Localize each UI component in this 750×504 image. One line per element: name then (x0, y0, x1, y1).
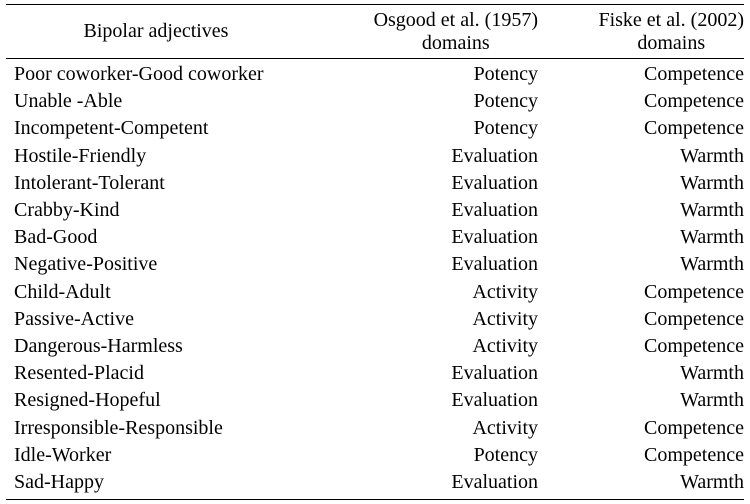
header-col3-line1: Fiske et al. (2002) (598, 8, 744, 31)
table-row (6, 469, 744, 496)
table-row (6, 387, 744, 414)
table-body (6, 59, 744, 496)
table-row (6, 88, 744, 115)
cell-fiske-domain: Competence (644, 90, 744, 113)
header-col3-line2: domains (637, 31, 706, 54)
header-osgood (336, 5, 538, 58)
cell-osgood-domain: Evaluation (451, 171, 538, 194)
cell-osgood-domain: Activity (472, 307, 538, 330)
cell-osgood-domain: Potency (473, 117, 538, 140)
header-fiske (538, 5, 744, 58)
cell-osgood-domain: Evaluation (451, 226, 538, 249)
cell-fiske-domain: Warmth (680, 144, 744, 167)
cell-fiske-domain: Competence (644, 416, 744, 439)
cell-fiske-domain: Warmth (680, 470, 744, 493)
cell-fiske-domain: Competence (644, 280, 744, 303)
header-col1-label: Bipolar adjectives (83, 20, 229, 42)
cell-fiske-domain: Warmth (680, 199, 744, 222)
cell-osgood-domain: Potency (473, 63, 538, 86)
cell-adjective: Intolerant-Tolerant (14, 171, 165, 194)
table-row (6, 115, 744, 142)
cell-adjective: Crabby-Kind (14, 199, 120, 222)
cell-fiske-domain: Warmth (680, 171, 744, 194)
cell-adjective: Idle-Worker (14, 443, 112, 466)
cell-adjective: Child-Adult (14, 280, 111, 303)
cell-adjective: Unable -Able (14, 90, 123, 113)
cell-osgood-domain: Evaluation (451, 144, 538, 167)
cell-adjective: Sad-Happy (14, 470, 104, 493)
table-row (6, 251, 744, 278)
cell-fiske-domain: Warmth (680, 226, 744, 249)
cell-osgood-domain: Activity (472, 334, 538, 357)
table-row (6, 360, 744, 387)
cell-osgood-domain: Activity (472, 416, 538, 439)
bottom-rule (6, 499, 744, 500)
header-col2-line2: domains (421, 31, 490, 54)
cell-fiske-domain: Warmth (680, 362, 744, 385)
cell-adjective: Resigned-Hopeful (14, 389, 161, 412)
table-row (6, 306, 744, 333)
table-row (6, 197, 744, 224)
table-row (6, 170, 744, 197)
cell-osgood-domain: Potency (473, 90, 538, 113)
cell-osgood-domain: Evaluation (451, 253, 538, 276)
table-row (6, 333, 744, 360)
cell-osgood-domain: Evaluation (451, 389, 538, 412)
cell-osgood-domain: Evaluation (451, 362, 538, 385)
cell-adjective: Dangerous-Harmless (14, 334, 183, 357)
cell-adjective: Incompetent-Competent (14, 117, 209, 140)
cell-adjective: Passive-Active (14, 307, 134, 330)
table-header (6, 5, 744, 58)
table-row (6, 224, 744, 251)
cell-adjective: Hostile-Friendly (14, 144, 147, 167)
cell-adjective: Poor coworker-Good coworker (14, 63, 264, 86)
cell-osgood-domain: Evaluation (451, 199, 538, 222)
cell-adjective: Negative-Positive (14, 253, 158, 276)
adjectives-table (6, 0, 744, 500)
cell-osgood-domain: Potency (473, 443, 538, 466)
cell-fiske-domain: Warmth (680, 389, 744, 412)
table-row (6, 442, 744, 469)
cell-fiske-domain: Competence (644, 63, 744, 86)
header-bipolar-adjectives (6, 5, 336, 58)
cell-osgood-domain: Activity (472, 280, 538, 303)
table-row (6, 143, 744, 170)
cell-fiske-domain: Competence (644, 117, 744, 140)
cell-fiske-domain: Competence (644, 334, 744, 357)
cell-fiske-domain: Competence (644, 443, 744, 466)
cell-adjective: Irresponsible-Responsible (14, 416, 223, 439)
cell-fiske-domain: Warmth (680, 253, 744, 276)
header-col2-line1: Osgood et al. (1957) (373, 8, 538, 31)
table-row (6, 61, 744, 88)
cell-adjective: Bad-Good (14, 226, 98, 249)
cell-adjective: Resented-Placid (14, 362, 144, 385)
table-row (6, 279, 744, 306)
table-row (6, 414, 744, 441)
cell-osgood-domain: Evaluation (451, 470, 538, 493)
cell-fiske-domain: Competence (644, 307, 744, 330)
